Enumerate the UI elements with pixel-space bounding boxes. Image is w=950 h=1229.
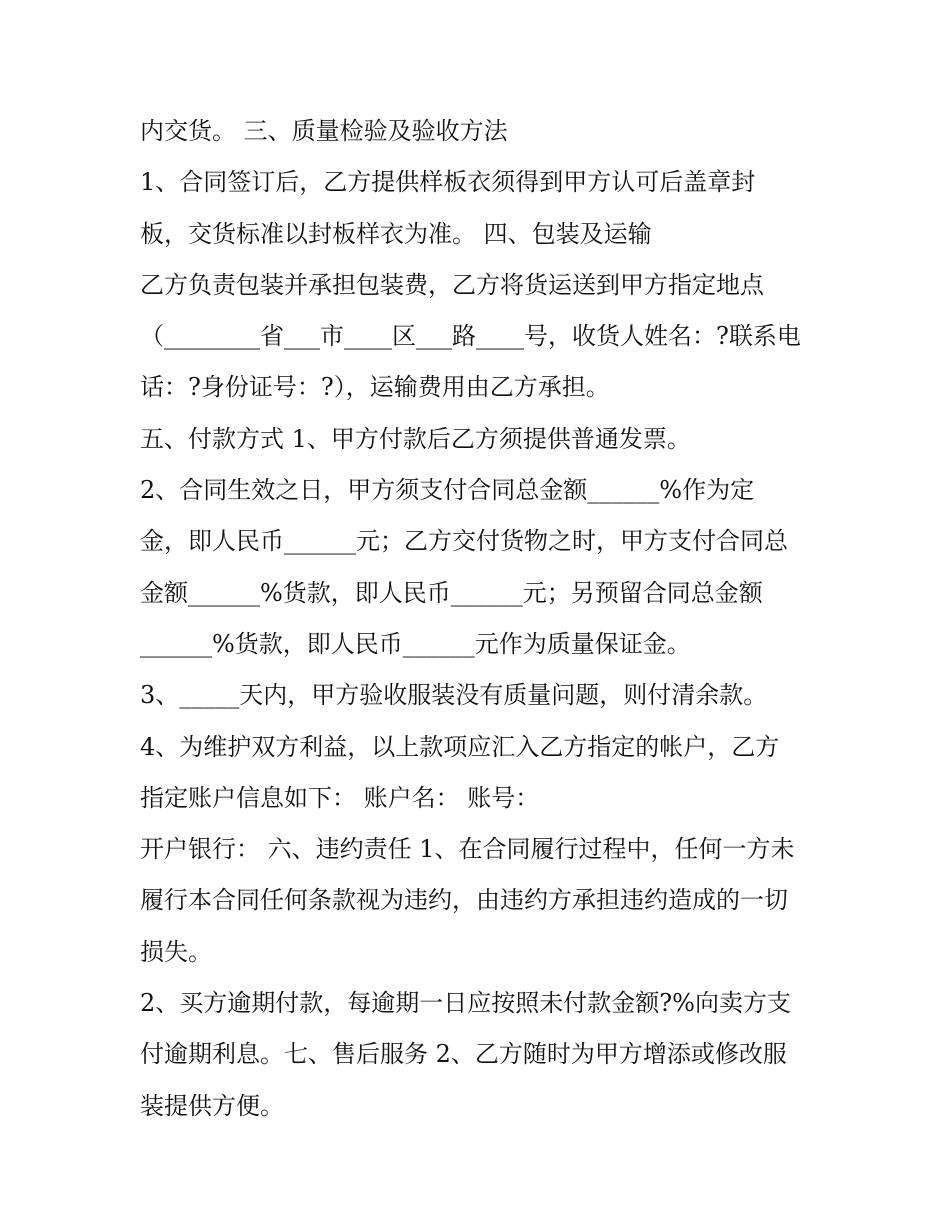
text-line: 损失。 [140,937,212,966]
text-line: 话：?身份证号：?），运输费用由乙方承担。 [140,373,610,402]
contract-body [140,106,820,1132]
text-line: 五、付款方式 1、甲方付款后乙方须提供普通发票。 [140,424,691,453]
text-line: 3、_____天内，甲方验收服装没有质量问题，则付清余款。 [140,681,768,710]
text-line: 内交货。 三、质量检验及验收方法 [140,117,508,145]
text-line: 开户银行： 六、违约责任 1、在合同履行过程中，任何一方未 [140,835,795,864]
text-line: （________省___市____区___路____号，收货人姓名：?联系电 [140,322,801,351]
text-line: 2、买方逾期付款，每逾期一日应按照未付款金额?%向卖方支 [140,989,791,1018]
text-line: 履行本合同任何条款视为违约，由违约方承担违约造成的一切 [140,886,788,915]
text-line: 板，交货标准以封板样衣为准。 四、包装及运输 [140,219,652,248]
text-line: 金额______%货款，即人民币______元；另预留合同总金额 [140,578,763,607]
text-line: 付逾期利息。七、售后服务 2、乙方随时为甲方增添或修改服 [140,1040,787,1069]
text-line: 指定账户信息如下： 账户名： 账号： [140,783,540,812]
text-line: 4、为维护双方利益，以上款项应汇入乙方指定的帐户，乙方 [140,732,780,761]
text-line: 装提供方便。 [140,1091,284,1120]
text-line: 乙方负责包装并承担包装费，乙方将货运送到甲方指定地点 [140,270,764,299]
text-line: 2、合同生效之日，甲方须支付合同总金额______%作为定 [140,476,755,505]
text-line: 1、合同签订后，乙方提供样板衣须得到甲方认可后盖章封 [140,168,756,197]
text-line: ______%货款，即人民币______元作为质量保证金。 [140,629,691,658]
text-line: 金，即人民币______元；乙方交付货物之时，甲方支付合同总 [140,527,788,556]
